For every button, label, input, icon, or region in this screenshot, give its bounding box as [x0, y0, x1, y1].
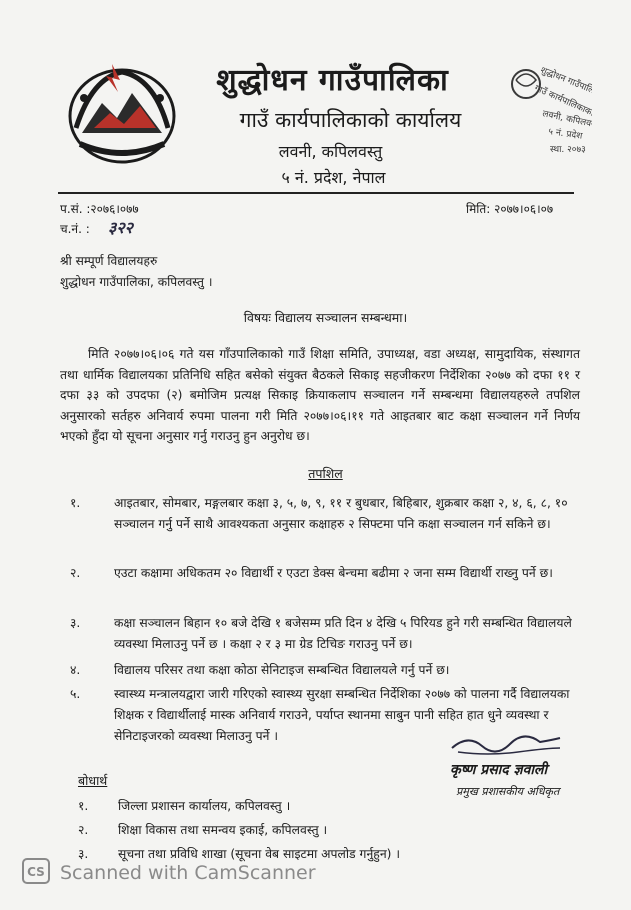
- office-province: ५ नं. प्रदेश, नेपाल: [281, 168, 386, 187]
- cc-item-text: शिक्षा विकास तथा समन्वय इकाई, कपिलवस्तु ।: [118, 823, 328, 837]
- camscanner-logo-text: CS: [27, 865, 45, 879]
- list-item: [70, 563, 590, 605]
- letter-subject: विषयः विद्यालय सञ्चालन सम्बन्धमा।: [243, 310, 408, 325]
- list-item-number: ३.: [70, 616, 81, 630]
- office-address: लवनी, कपिलवस्तु: [278, 142, 383, 161]
- list-item-text: एउटा कक्षामा अधिकतम २० विद्यार्थी र एउटा डेक्स बेन्चमा बढीमा २ जना सम्म विद्यार्थी राख्नु पर्ने छ।: [114, 566, 553, 580]
- svg-text:५ नं. प्रदेश: ५ नं. प्रदेश: [547, 127, 583, 142]
- svg-text:शुद्धोधन गाउँपालिका: शुद्धोधन गाउँपालिका: [538, 65, 592, 100]
- signatory-title: प्रमुख प्रशासकीय अधिकृत: [456, 785, 560, 798]
- body-paragraph-text: मिति २०७७।०६।०६ गते यस गाँउपालिकाको गाउँ शिक्षा समिति, उपाध्यक्ष, वडा अध्यक्ष, सामुदायिक, संस्थागत तथा धार्मिक विद्यालयका प्रतिनिधि सहित बसेको संयुक्त बैठकले सिकाइ सहजीकरण निर्देशिका २०७७ को दफा ११ र दफा ३३ को उपदफा (२) बमोजिम प्रत्यक्ष सिकाइ क्रियाकलाप सञ्चालन गर्ने सम्बन्धमा विद्यालयहरुले तपशिल अनुसारको सर्तहरु अनिवार्य रुपमा पालना गरी मिति २०७७।०६।११ गते आइतबार बाट कक्षा सञ्चालन गर्ने निर्णय भएको हुँदा यो सूचना अनुसार गर्नु गराउनु हुन अनुरोध छ।: [60, 347, 580, 443]
- office-seal-stamp: [496, 58, 592, 168]
- list-item: [70, 493, 590, 557]
- cc-item-number: १.: [78, 799, 89, 813]
- chalani-number: ३२२: [108, 218, 133, 237]
- bodharth-heading: बोधार्थ: [78, 773, 108, 788]
- org-name: शुद्धोधन गाउँपालिका: [216, 63, 449, 98]
- list-item: [70, 613, 590, 655]
- svg-text:गाउँ कार्यपालिकाको: गाउँ कार्यपालिकाको: [532, 83, 592, 119]
- svg-text:लवनी, कपिलवस्तु: लवनी, कपिलवस्तु: [541, 109, 592, 132]
- list-item-text: स्वास्थ्य मन्त्रालयद्वारा जारी गरिएको स्वास्थ्य सुरक्षा सम्बन्धित निर्देशिका २०७७ को पालना गर्दै विद्यालयका शिक्षक र विद्यार्थीलाई मास्क अनिवार्य गराउने, पर्याप्त स्थानमा साबुन पानी सहित हात धुने व्यवस्था र सेनिटाइजरको व्यवस्था मिलाउनु पर्ने ।: [114, 687, 570, 743]
- list-item-text: आइतबार, सोमबार, मङ्गलबार कक्षा ३, ५, ७, ९, ११ र बुधबार, बिहिबार, शुक्रबार कक्षा २, ४, ६, ८, १० सञ्चालन गर्नु पर्ने साथै आवश्यकता अनुसार कक्षाहरु २ सिफ्टमा पनि कक्षा सञ्चालन गर्न सकिने छ।: [114, 496, 568, 531]
- cc-item-text: जिल्ला प्रशासन कार्यालय, कपिलवस्तु ।: [118, 799, 291, 813]
- cc-item-number: ३.: [78, 847, 89, 861]
- patra-sankhya: प.सं. :२०७६।०७७: [60, 202, 139, 216]
- scanner-watermark: Scanned with CamScanner: [60, 862, 316, 884]
- svg-text:स्था. २०७३: स्था. २०७३: [550, 145, 586, 155]
- cc-item-number: २.: [78, 823, 89, 837]
- list-item-number: ४.: [70, 663, 81, 677]
- recipient-line-2: शुद्धोधन गाउँपालिका, कपिलवस्तु ।: [60, 275, 213, 289]
- header-divider: [58, 192, 574, 194]
- cc-item-text: सूचना तथा प्रविधि शाखा (सूचना वेब साइटमा अपलोड गर्नुहुन) ।: [118, 847, 401, 861]
- camscanner-logo-icon: [22, 858, 50, 884]
- tapsil-heading: तपशिल: [308, 466, 343, 481]
- list-item-number: १.: [70, 496, 81, 510]
- list-item-text: विद्यालय परिसर तथा कक्षा कोठा सेनिटाइज सम्बन्धित विद्यालयले गर्नु पर्ने छ।: [114, 663, 450, 677]
- list-item-number: २.: [70, 566, 81, 580]
- signatory-name: कृष्ण प्रसाद ज्ञवाली: [450, 762, 548, 778]
- list-item-number: ५.: [70, 687, 81, 701]
- list-item: [70, 660, 590, 681]
- list-item-text: कक्षा सञ्चालन बिहान १० बजे देखि १ बजेसम्म प्रति दिन ४ देखि ५ पिरियड हुने गरी सम्बन्धित विद्यालयले व्यवस्था मिलाउनु पर्ने छ । कक्षा २ र ३ मा ग्रेड टिचिङ गराउनु पर्ने छ।: [114, 616, 572, 651]
- signature-scribble: [448, 730, 564, 760]
- office-name: गाउँ कार्यपालिकाको कार्यालय: [239, 108, 462, 132]
- body-paragraph: [60, 344, 580, 447]
- chalani-label: च.नं. :: [60, 222, 90, 236]
- recipient-line-1: श्री सम्पूर्ण विद्यालयहरु: [60, 254, 158, 268]
- letter-date: मिति: २०७७।०६।०७: [466, 202, 554, 216]
